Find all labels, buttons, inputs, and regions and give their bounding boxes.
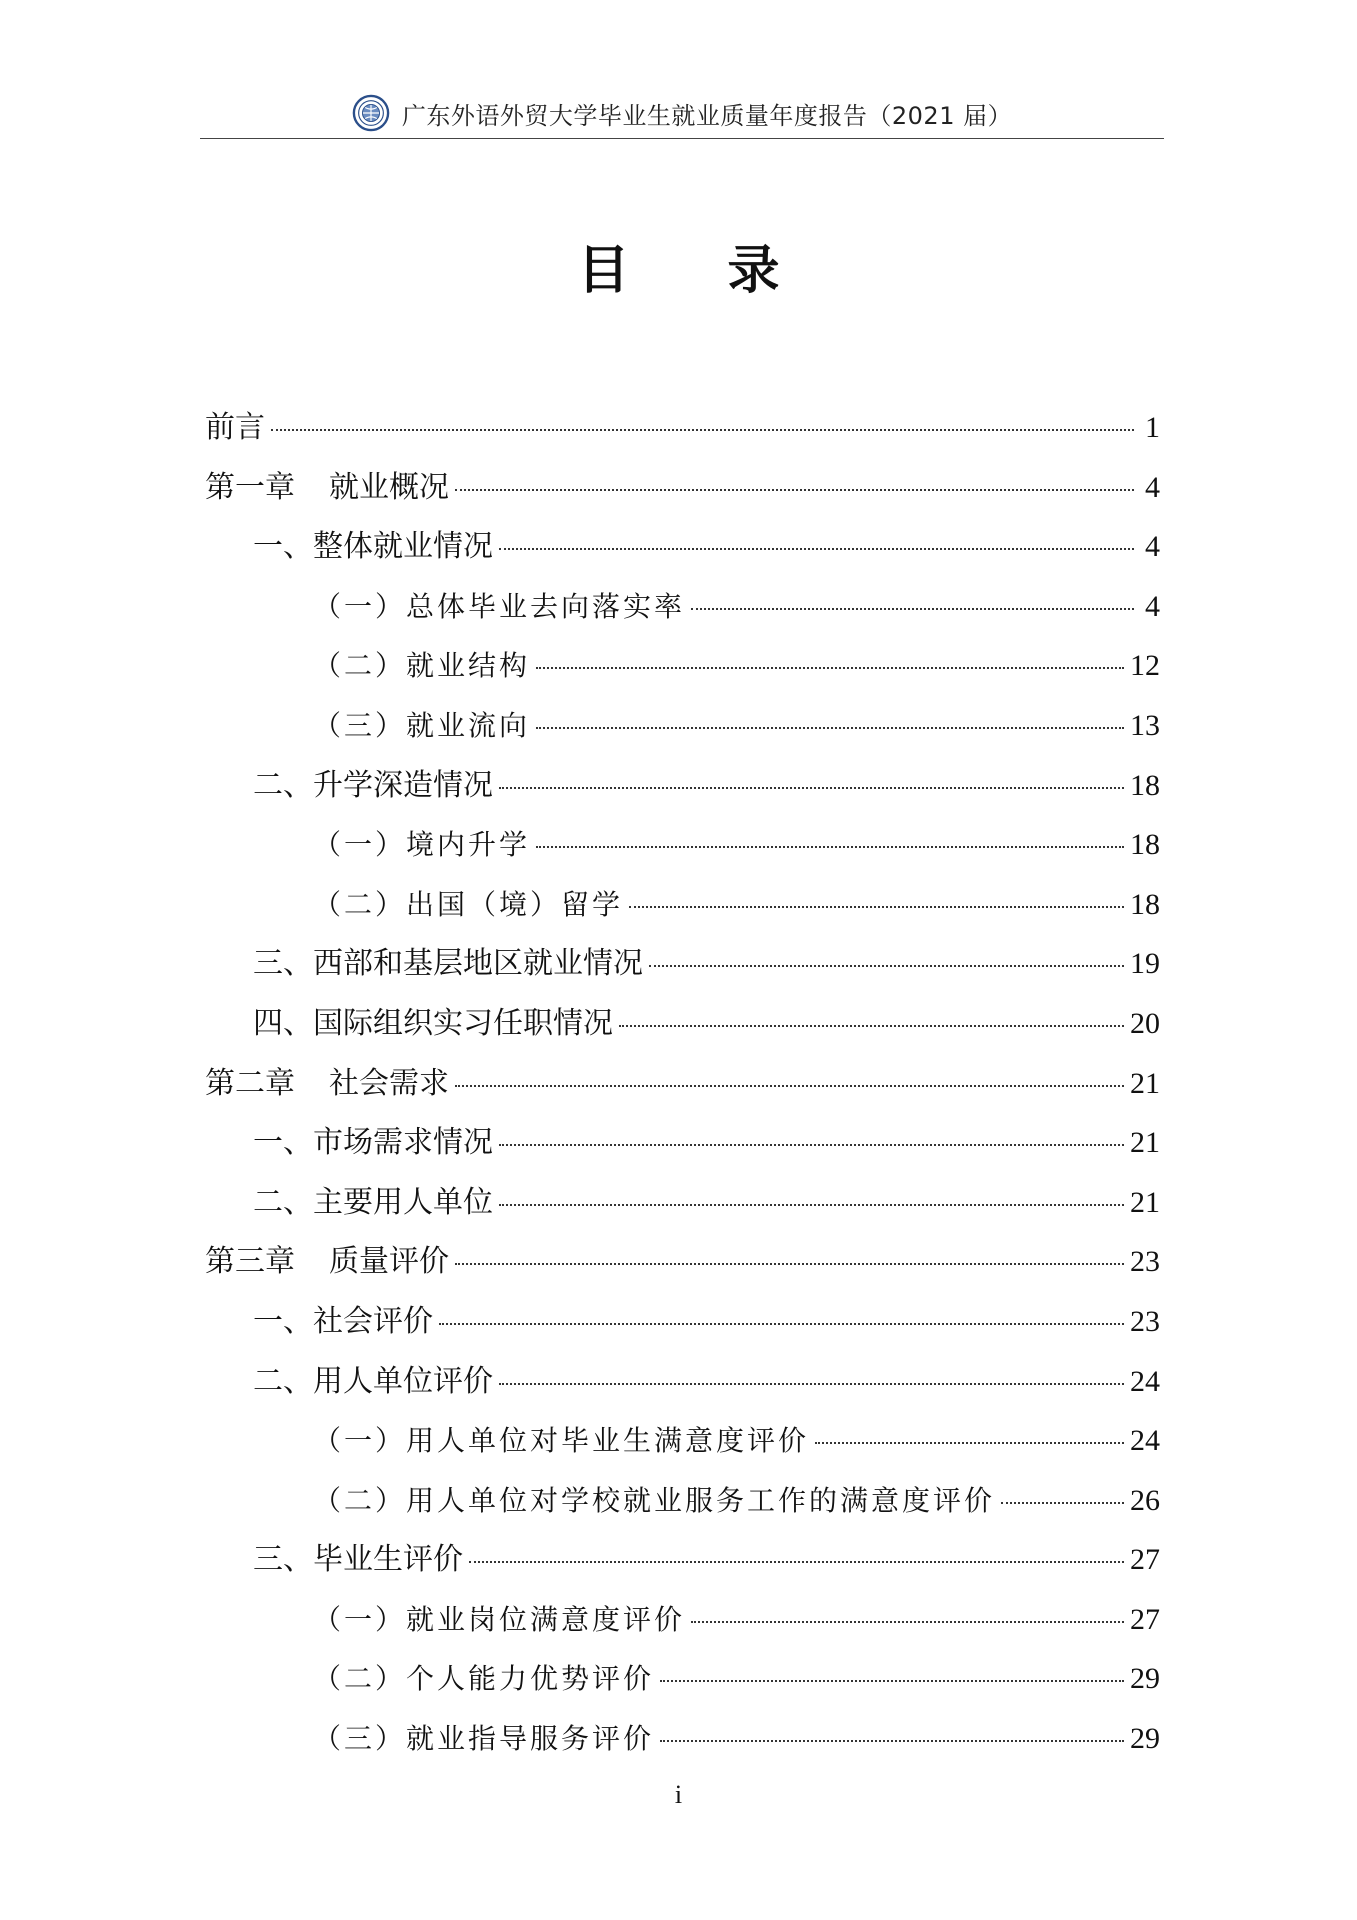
- toc-page-number: 19: [1130, 947, 1160, 981]
- dot-leader: [469, 1561, 1124, 1563]
- toc-entry-label: [253, 934, 643, 994]
- dot-leader: [660, 1740, 1124, 1742]
- toc-entry-label: [205, 1232, 449, 1292]
- toc-entry-text: 前言: [205, 410, 265, 445]
- toc-page-number: 24: [1130, 1364, 1160, 1398]
- toc-entry[interactable]: [205, 696, 1160, 756]
- toc-entry-label: [205, 458, 449, 518]
- dot-leader: [455, 489, 1134, 491]
- toc-entry-label: [313, 875, 623, 935]
- toc-entry-label: [313, 636, 530, 696]
- toc-entry-text: （二）就业结构: [313, 649, 531, 683]
- toc-entry[interactable]: [205, 1352, 1160, 1412]
- university-seal-icon: [352, 94, 390, 132]
- toc-entry[interactable]: [205, 815, 1160, 875]
- page-title: 目 录: [577, 240, 820, 301]
- page-number: i: [674, 1780, 683, 1809]
- toc-entry[interactable]: [205, 577, 1160, 637]
- dot-leader: [629, 906, 1124, 908]
- dot-leader: [536, 846, 1124, 848]
- toc-entry[interactable]: [205, 1054, 1160, 1114]
- toc-page-number: 23: [1130, 1304, 1160, 1338]
- dot-leader: [439, 1323, 1124, 1325]
- dot-leader: [499, 1383, 1124, 1385]
- toc-page-number: 4: [1145, 530, 1160, 564]
- toc-page-number: 18: [1130, 887, 1160, 921]
- dot-leader: [649, 965, 1124, 967]
- toc-entry-text: 一、社会评价: [253, 1303, 433, 1339]
- toc-entry-label: [313, 577, 685, 637]
- toc-page-number: 21: [1130, 1126, 1160, 1160]
- toc-entry-label: [205, 1054, 449, 1114]
- toc-entry-text: （一）总体毕业去向落实率: [313, 589, 686, 623]
- toc-entry-text: 四、国际组织实习任职情况: [253, 1005, 613, 1041]
- toc-page-number: 18: [1130, 768, 1160, 802]
- page-header: [200, 88, 1164, 139]
- dot-leader: [455, 1085, 1124, 1087]
- toc-page-number: 27: [1130, 1543, 1160, 1577]
- toc-page-number: 18: [1130, 828, 1160, 862]
- toc-entry-label: [313, 1411, 809, 1471]
- toc-entry[interactable]: [205, 1411, 1160, 1471]
- toc-page-number: 21: [1130, 1066, 1160, 1100]
- toc-entry[interactable]: [205, 756, 1160, 816]
- toc-entry-label: [253, 1113, 493, 1173]
- toc-entry-text: （二）用人单位对学校就业服务工作的满意度评价: [313, 1483, 996, 1517]
- toc-entry-text: 一、整体就业情况: [253, 529, 493, 565]
- toc-entry-label: [313, 1649, 654, 1709]
- table-of-contents: [205, 398, 1160, 1769]
- toc-entry-text: （一）就业岗位满意度评价: [313, 1602, 686, 1636]
- dot-leader: [499, 1204, 1124, 1206]
- dot-leader: [499, 787, 1124, 789]
- dot-leader: [455, 1263, 1124, 1265]
- toc-entry-text: （一）用人单位对毕业生满意度评价: [313, 1424, 810, 1458]
- dot-leader: [815, 1442, 1124, 1444]
- toc-entry-label: [253, 517, 493, 577]
- dot-leader: [499, 1144, 1124, 1146]
- toc-entry-label: [313, 1590, 685, 1650]
- dot-leader: [271, 429, 1134, 431]
- toc-entry-label: [313, 696, 530, 756]
- toc-entry-label: [313, 1471, 995, 1531]
- toc-entry[interactable]: [205, 1709, 1160, 1769]
- toc-page-number: 24: [1130, 1424, 1160, 1458]
- toc-entry[interactable]: [205, 398, 1160, 458]
- dot-leader: [1001, 1502, 1124, 1504]
- toc-entry[interactable]: [205, 934, 1160, 994]
- dot-leader: [691, 608, 1134, 610]
- toc-entry-text: 质量评价: [329, 1244, 449, 1280]
- toc-page-number: 23: [1130, 1245, 1160, 1279]
- toc-entry-text: （二）出国（境）留学: [313, 887, 624, 921]
- toc-entry-text: 二、用人单位评价: [253, 1363, 493, 1399]
- toc-entry[interactable]: [205, 875, 1160, 935]
- toc-entry[interactable]: [205, 994, 1160, 1054]
- toc-page-number: 4: [1145, 589, 1160, 623]
- toc-entry-text: 一、市场需求情况: [253, 1125, 493, 1161]
- toc-page-number: 20: [1130, 1006, 1160, 1040]
- toc-entry-text: （二）个人能力优势评价: [313, 1662, 655, 1696]
- toc-page-number: 26: [1130, 1483, 1160, 1517]
- dot-leader: [499, 548, 1134, 550]
- toc-entry-label: [313, 815, 530, 875]
- toc-entry[interactable]: [205, 1530, 1160, 1590]
- toc-entry[interactable]: [205, 1232, 1160, 1292]
- toc-page-number: 29: [1130, 1722, 1160, 1756]
- toc-entry-text: 社会需求: [329, 1065, 449, 1101]
- toc-entry-text: （三）就业流向: [313, 708, 531, 742]
- toc-entry-label: [205, 398, 265, 458]
- toc-page-number: 4: [1145, 470, 1160, 504]
- toc-entry-text: （三）就业指导服务评价: [313, 1722, 655, 1756]
- toc-entry-label: [253, 1292, 433, 1352]
- toc-entry-label: [253, 1352, 493, 1412]
- header-title: 广东外语外贸大学毕业生就业质量年度报告（2021 届）: [401, 101, 1013, 130]
- toc-entry[interactable]: [205, 1292, 1160, 1352]
- toc-entry-text: 二、主要用人单位: [253, 1184, 493, 1220]
- toc-entry-text: 三、毕业生评价: [253, 1542, 463, 1578]
- toc-entry[interactable]: [205, 1590, 1160, 1650]
- toc-page-number: 13: [1130, 708, 1160, 742]
- toc-entry[interactable]: [205, 1649, 1160, 1709]
- chapter-number: 第一章: [205, 469, 295, 505]
- toc-entry-label: [253, 756, 493, 816]
- chapter-number: 第二章: [205, 1065, 295, 1101]
- toc-entry[interactable]: [205, 1173, 1160, 1233]
- toc-entry[interactable]: [205, 636, 1160, 696]
- toc-entry-label: [253, 994, 613, 1054]
- toc-page-number: 12: [1130, 649, 1160, 683]
- toc-page-number: 21: [1130, 1185, 1160, 1219]
- toc-entry-label: [253, 1173, 493, 1233]
- dot-leader: [691, 1621, 1124, 1623]
- toc-entry[interactable]: [205, 1113, 1160, 1173]
- toc-entry-text: 二、升学深造情况: [253, 767, 493, 803]
- toc-entry-text: 三、西部和基层地区就业情况: [253, 946, 643, 982]
- dot-leader: [660, 1680, 1124, 1682]
- toc-entry-label: [313, 1709, 654, 1769]
- toc-entry-text: 就业概况: [329, 469, 449, 505]
- toc-entry[interactable]: [205, 517, 1160, 577]
- dot-leader: [619, 1025, 1124, 1027]
- toc-entry[interactable]: [205, 1471, 1160, 1531]
- toc-page-number: 27: [1130, 1602, 1160, 1636]
- toc-entry-text: （一）境内升学: [313, 828, 531, 862]
- toc-entry[interactable]: [205, 458, 1160, 518]
- toc-page-number: 1: [1145, 411, 1160, 444]
- dot-leader: [536, 727, 1124, 729]
- chapter-number: 第三章: [205, 1244, 295, 1280]
- dot-leader: [536, 667, 1124, 669]
- toc-entry-label: [253, 1530, 463, 1590]
- toc-page-number: 29: [1130, 1662, 1160, 1696]
